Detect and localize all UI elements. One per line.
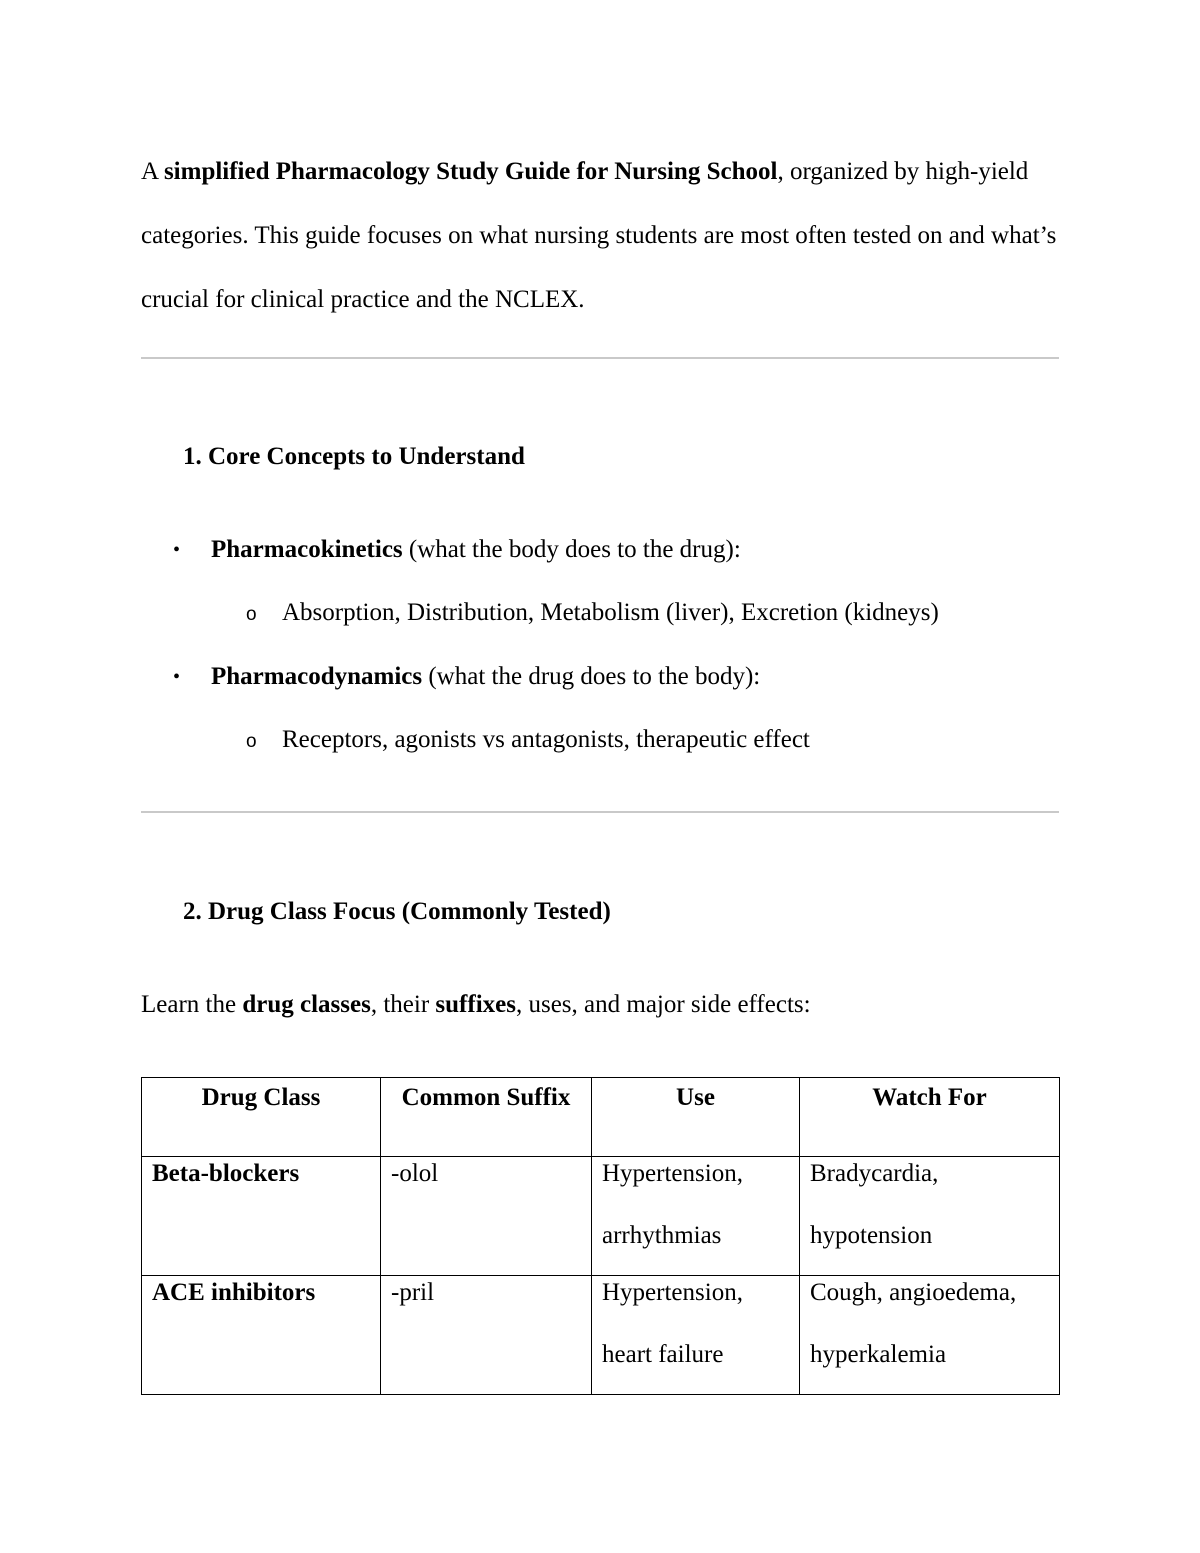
sub-bullet-icon: o [246, 604, 257, 625]
term-pharmacokinetics: Pharmacokinetics [211, 536, 403, 563]
intro-bold-title: simplified Pharmacology Study Guide for Nursing School [163, 158, 778, 185]
sub-list-item-text: Absorption, Distribution, Metabolism (liver), Excretion (kidneys) [282, 599, 939, 626]
sub-list-item [0, 596, 1100, 630]
learn-text-1: Learn the [141, 991, 243, 1018]
divider-2 [141, 811, 1059, 813]
cell-suffix [381, 1157, 592, 1276]
learn-paragraph [141, 988, 811, 1022]
header-drug-class: Drug Class [142, 1078, 381, 1157]
watch-value [810, 1262, 1049, 1386]
watch-value [810, 1143, 1049, 1267]
term-pharmacodynamics: Pharmacodynamics [211, 663, 423, 690]
watch-line-1: Bradycardia, [810, 1160, 939, 1187]
drug-class-name: Beta-blockers [152, 1160, 300, 1187]
term-description: (what the body does to the drug): [402, 536, 741, 563]
cell-use [592, 1276, 800, 1395]
sub-bullet-icon: o [246, 731, 257, 752]
learn-bold-suffixes: suffixes [435, 991, 516, 1018]
table-row [142, 1276, 1060, 1395]
bullet-icon: • [173, 539, 181, 561]
watch-line-2: hypotension [810, 1222, 933, 1249]
cell-use [592, 1157, 800, 1276]
cell-watch-for [800, 1157, 1060, 1276]
header-use: Use [592, 1078, 800, 1157]
intro-text-2: , organized by high-yield categories. This guide focuses on what nursing students are most often tested on and what’s crucial for clinical practice and the NCLEX. [141, 158, 1057, 313]
section-2-heading: 2. Drug Class Focus (Commonly Tested) [183, 898, 611, 925]
sub-list-item-text: Receptors, agonists vs antagonists, therapeutic effect [282, 726, 810, 753]
term-description: (what the drug does to the body): [422, 663, 761, 690]
drug-class-name: ACE inhibitors [152, 1279, 316, 1306]
learn-text-2: , their [370, 991, 436, 1018]
bullet-icon: • [173, 666, 181, 688]
use-value [602, 1262, 789, 1386]
list-item-text [211, 533, 741, 567]
header-common-suffix: Common Suffix [381, 1078, 592, 1157]
list-item-text [211, 660, 760, 694]
cell-drug-class [142, 1157, 381, 1276]
learn-text-3: , uses, and major side effects: [515, 991, 811, 1018]
use-line-2: heart failure [602, 1341, 724, 1368]
cell-drug-class [142, 1276, 381, 1395]
cell-watch-for [800, 1276, 1060, 1395]
sub-list-item [0, 723, 1100, 757]
header-watch-for: Watch For [800, 1078, 1060, 1157]
watch-line-2: hyperkalemia [810, 1341, 947, 1368]
cell-suffix [381, 1276, 592, 1395]
learn-bold-drug-classes: drug classes [242, 991, 371, 1018]
use-value [602, 1143, 789, 1267]
list-item [0, 660, 1100, 694]
watch-line-1: Cough, angioedema, [810, 1279, 1017, 1306]
use-line-1: Hypertension, [602, 1160, 743, 1187]
intro-paragraph [141, 140, 1071, 332]
use-line-1: Hypertension, [602, 1279, 743, 1306]
section-1-heading: 1. Core Concepts to Understand [183, 443, 525, 470]
table-row [142, 1157, 1060, 1276]
drug-class-table [141, 1077, 1060, 1395]
divider-1 [141, 357, 1059, 359]
list-item [0, 533, 1100, 567]
use-line-2: arrhythmias [602, 1222, 722, 1249]
suffix-value: -olol [391, 1160, 439, 1187]
suffix-value: -pril [391, 1279, 435, 1306]
intro-text-1: A [141, 158, 164, 185]
